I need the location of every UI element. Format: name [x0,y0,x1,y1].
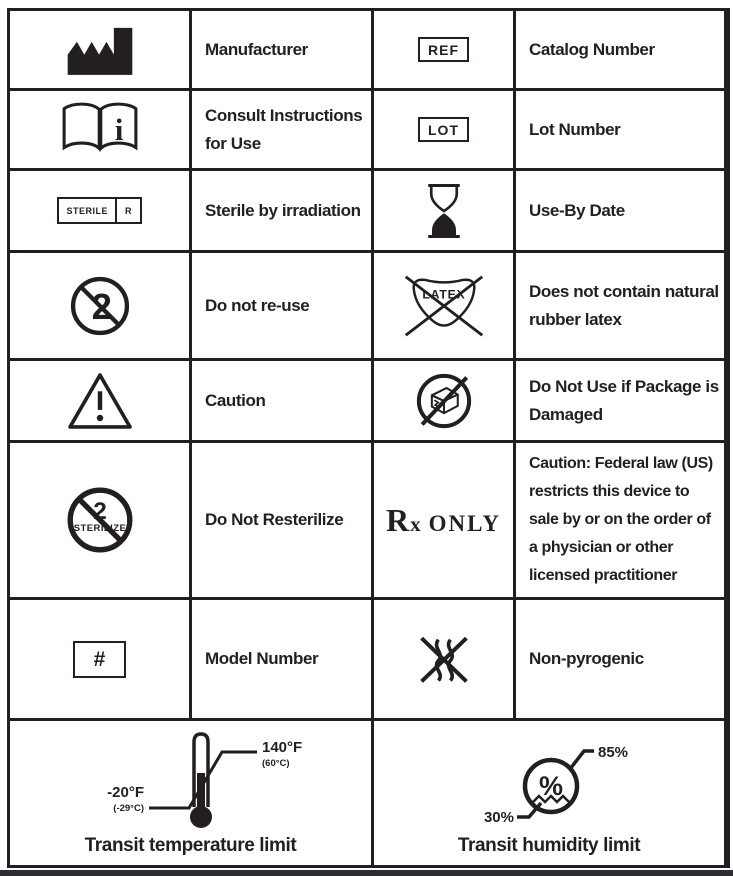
cell-do-not-resterilize-symbol [10,443,189,597]
transit-humidity-icon [374,725,724,835]
model-number-icon: # [73,641,127,678]
cell-manufacturer-symbol [10,11,189,88]
do-not-use-damaged-package-icon [410,367,478,435]
model-number-label: Model Number [205,649,319,669]
cell-do-not-reuse-label [192,253,371,358]
svg-text:-20°F: -20°F [107,784,144,801]
svg-text:140°F: 140°F [262,739,303,756]
non-pyrogenic-label: Non-pyrogenic [529,649,644,669]
cell-non-pyrogenic-label [516,600,724,718]
rx-only-label: Caution: Federal law (US) restricts this device to sale by or on the order of a physician or other licensed practitioner [529,455,713,584]
consult-ifu-label: Consult Instructions for Use [205,106,363,153]
svg-text:85%: 85% [598,744,629,761]
cell-latex-free-label [516,253,724,358]
cell-do-not-resterilize-label [192,443,371,597]
manufacturer-icon [64,23,136,77]
cell-lot-number-label [516,91,724,168]
svg-text:LATEX: LATEX [421,287,466,302]
cell-non-pyrogenic-symbol [374,600,513,718]
caution-label: Caution [205,390,266,410]
cell-transit-temperature [10,721,371,865]
sterile-irradiation-icon [57,197,141,224]
cell-consult-ifu-label [192,91,371,168]
manufacturer-label: Manufacturer [205,39,308,59]
cell-do-not-reuse-symbol [10,253,189,358]
cell-use-by-symbol [374,171,513,250]
svg-text:2: 2 [91,285,112,327]
cutoff-bottom-bar [0,870,733,876]
sterile-icon-word: STERILE [59,199,117,222]
latex-free-icon [401,271,487,341]
svg-text:30%: 30% [483,809,514,826]
cell-caution-symbol [10,361,189,440]
svg-text:(60°C): (60°C) [262,758,290,769]
sterile-label: Sterile by irradiation [205,200,361,220]
transit-temperature-icon [10,725,371,835]
rx-only-icon [386,502,501,539]
lot-number-label: Lot Number [529,119,621,139]
cell-ref-symbol [374,11,513,88]
cell-manufacturer-label [192,11,371,88]
cell-model-number-label [192,600,371,718]
rx-only-word: ONLY [428,510,501,536]
rx-x: x [410,511,422,536]
package-damaged-label: Do Not Use if Package is Damaged [529,377,719,424]
ref-icon: REF [418,37,469,62]
transit-temperature-caption: Transit temperature limit [84,835,297,856]
caution-icon [66,371,134,431]
cell-latex-free-symbol [374,253,513,358]
do-not-reuse-icon [67,273,133,339]
lot-icon: LOT [418,117,469,142]
svg-text:2: 2 [92,498,107,526]
rx-r: R [386,501,411,538]
consult-instructions-icon [58,100,142,160]
hourglass-icon [423,183,465,239]
cell-catalog-number-label [516,11,724,88]
non-pyrogenic-icon [412,627,476,691]
do-not-resterilize-icon [63,483,137,557]
symbols-glossary-table [7,8,730,868]
cell-sterile-label [192,171,371,250]
use-by-label: Use-By Date [529,200,625,220]
cell-lot-symbol [374,91,513,168]
do-not-resterilize-label: Do Not Resterilize [205,510,344,530]
catalog-number-label: Catalog Number [529,39,655,59]
cell-package-damaged-symbol [374,361,513,440]
do-not-reuse-label: Do not re-use [205,295,310,315]
cell-rx-only-symbol [374,443,513,597]
sterile-icon-r: R [125,206,132,216]
transit-humidity-caption: Transit humidity limit [457,835,641,856]
cell-model-number-symbol [10,600,189,718]
latex-free-label: Does not contain natural rubber latex [529,282,719,329]
cell-use-by-label [516,171,724,250]
cell-rx-only-label [516,443,724,597]
cell-consult-ifu-symbol [10,91,189,168]
svg-text:STERILIZE: STERILIZE [73,522,126,534]
cell-sterile-symbol [10,171,189,250]
svg-text:(-29°C): (-29°C) [113,803,144,814]
svg-text:%: % [538,771,564,801]
svg-text:i: i [114,112,123,147]
cell-transit-humidity [374,721,724,865]
cell-caution-label [192,361,371,440]
cell-package-damaged-label [516,361,724,440]
